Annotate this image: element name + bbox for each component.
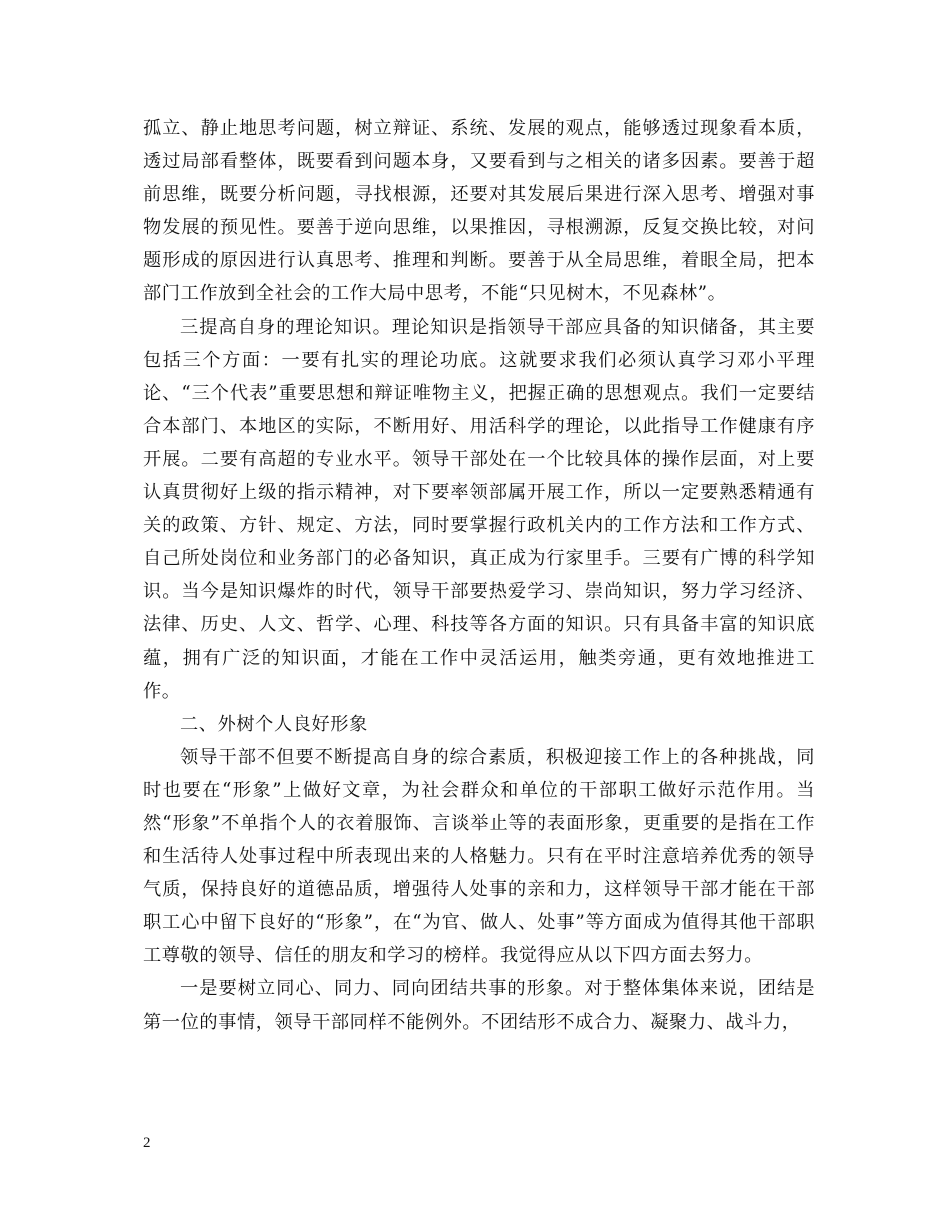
page-number: 2 bbox=[143, 1135, 151, 1151]
paragraph-continuation: 孤立、静止地思考问题，树立辩证、系统、发展的观点，能够透过现象看本质，透过局部看整体，既要看到问题本身，又要看到与之相关的诸多因素。要善于超前思维，既要分析问题，寻找根源，还要对其发展后果进行深入思考、增强对事物发展的预见性。要善于逆向思维，以果推因，寻根溯源，反复交换比较，对问题形成的原因进行认真思考、推理和判断。要善于从全局思维，着眼全局，把本部门工作放到全社会的工作大局中思考，不能“只见树木，不见森林”。 bbox=[143, 118, 815, 305]
paragraph-theory-knowledge: 三提高自身的理论知识。理论知识是指领导干部应具备的知识储备，其主要包括三个方面：一要有扎实的理论功底。这就要求我们必须认真学习邓小平理论、“三个代表”重要思想和辩证唯物主义，把握正确的思想观点。我们一定要结合本部门、本地区的实际，不断用好、用活科学的理论，以此指导工作健康有序开展。二要有高超的专业水平。领导干部处在一个比较具体的操作层面，对上要认真贯彻好上级的指示精神，对下要率领部属开展工作，所以一定要熟悉精通有关的政策、方针、规定、方法，同时要掌握行政机关内的工作方法和工作方式、自己所处岗位和业务部门的必备知识，真正成为行家里手。三要有广博的科学知识。当今是知识爆炸的时代，领导干部要热爱学习、崇尚知识，努力学习经济、法律、历史、人文、哲学、心理、科技等各方面的知识。只有具备丰富的知识底蕴，拥有广泛的知识面，才能在工作中灵活运用，触类旁通，更有效地推进工作。 bbox=[143, 316, 815, 702]
paragraph-image: 领导干部不但要不断提高自身的综合素质，积极迎接工作上的各种挑战，同时也要在“形象”上做好文章，为社会群众和单位的干部职工做好示范作用。当然“形象”不单指个人的衣着服饰、言谈举止等的表面形象，更重要的是指在工作和生活待人处事过程中所表现出来的人格魅力。只有在平时注意培养优秀的领导气质，保持良好的道德品质，增强待人处事的亲和力，这样领导干部才能在干部职工心中留下良好的“形象”，在“为官、做人、处事”等方面成为值得其他干部职工尊敬的领导、信任的朋友和学习的榜样。我觉得应从以下四方面去努力。 bbox=[143, 746, 815, 967]
section-heading: 二、外树个人良好形象 bbox=[180, 713, 368, 735]
paragraph-unity: 一是要树立同心、同力、同向团结共事的形象。对于整体集体来说，团结是第一位的事情，领导干部同样不能例外。不团结形不成合力、凝聚力、战斗力， bbox=[143, 978, 815, 1033]
page-body bbox=[143, 112, 815, 1039]
